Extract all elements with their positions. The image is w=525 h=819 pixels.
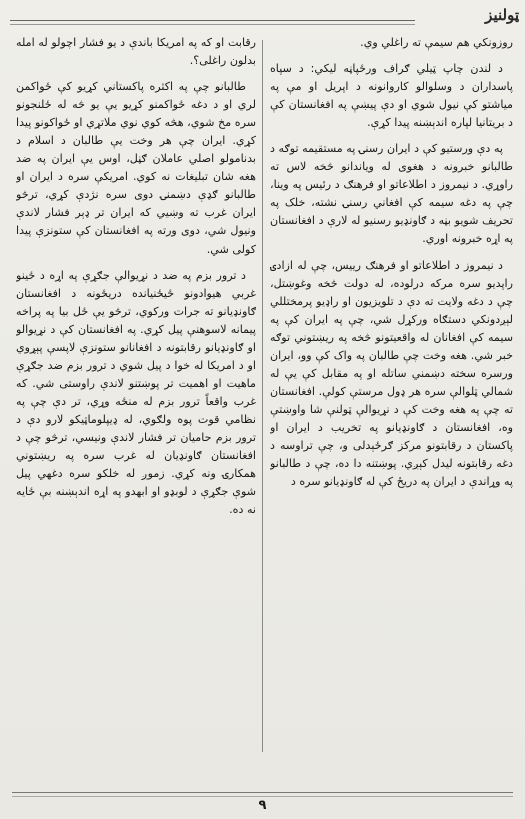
right-column: [270, 34, 513, 756]
header-rule: [10, 20, 415, 21]
paragraph: رقابت او که په امريکا باندې د يو فشار اچولو له امله بدلون راغلی؟.: [16, 36, 256, 68]
footer-rule-secondary: [12, 796, 513, 797]
section-title: ټولنيز: [485, 6, 519, 24]
paragraph: د نيمروز د اطلاعاتو او فرهنګ رييس، چې له ازادۍ راپديو سره مرکه درلوده، له دولت څخه وغوښتل، چې د دغه ولايت ته دې د تلويزيون او راډيو پرمختللي لېږدونکي دستګاه ورکړل شي، چې په ايران کې په سيمه کې افغانان له واقعيتونو څخه په ريښتوني توګه خبر شي. هغه وخت چې طالبان په واک کې وو، ايران ورسره سخته دښمني ساتله او په مقابل کې يې له شمالي ټلوالې سره هر ډول مرستې کولې. افغانستان ته چې په هغه وخت کې د نړيوالې ټولنې شا واوښتې وه، افغانستان د ګاونډيانو په تخريب د ايران او پاکستان د رقابتونو مرکز ګرځېدلی و، چې تراوسه د دغه رقابتونه ليدل کېږي. پوښتنه دا ده، چې د طالبانو په وړاندې د ايران په دريځ کې له ګاونډيانو سره د: [270, 258, 513, 489]
footer-rule: [12, 792, 513, 793]
page-number: ۹: [258, 798, 267, 813]
left-column: [16, 34, 256, 756]
column-divider: [262, 40, 263, 752]
paragraph: په دې ورستيو کې د ايران رسنۍ په مستقيمه توګه د طالبانو خبرونه د هغوی له وياندانو څخه لاس ته راوړي. د نيمروز د اطلاعاتو او فرهنګ د رئيس په وينا، چې په دغه سيمه کې افغاني رسنۍ نشته، خلک په تحريف شويو بڼه د ګاونډيو رسنيو له لارې د افغانستان په اړه خبرونه اوري.: [270, 142, 513, 246]
paragraph: د ترور بزم په ضد د نړيوالې جګړې په اړه د ځينو غربي هيوادونو ځيځنيانده دريځونه د افغانستان ګاونډيانو ته جرات ورکوي، ترڅو يې ځل بيا په پراخه پيمانه لاسوهنې پيل کړي. په افغانستان کې د نړيوالو او ګاونډيانو رقابتونه د افغانانو ستونزې لاپسې پېړوي او د امريکا له خوا د پيل شوي د ترور بزم ضد جګړې ماهيت او اهميت تر پوښتنو لاندې راوستی شي. که غرب واقعاً ترور بزم له منځه وړي، تر دې چې په نظامي قوت پوه ولګوي، له ډيپلوماټيکو لارو دې د ترور بزم حاميان تر فشار لاندې ونيسي، ترڅو چې د افغانستان ګاونډيان له غرب سره په ريښتوني همکارۍ ونه کړي. زموږ له خلکو سره دغهي پيل شوې جګړې د لوبډو او ابهدو په اړه اندېښنه بې ځايه نه ده.: [16, 268, 256, 517]
page-header: [0, 0, 525, 34]
paragraph: طالبانو چې په اکثره پاکستاني کړيو کې ځواکمن لري او د دغه ځواکمنو کړيو يې يو څه له ځلنجونو سره مخ شوي، هڅه کوي نوي ملاتړي او ځواکونو پيدا کړي. ايران چې هر وخت يې طالبان د اسلام د بدنامولو اصلي عاملان ګڼل، اوس يې ايران په ضد هغه شان تبليغات نه کوي. امريکې سره د ايران او طالبانو ګډې دښمنۍ دوی سره نژدې کړي، ترڅو ايران غرب ته وښيي که ايران تر ډېر فشار لاندې ونيول شي، دوی ورته په افغانستان کې ستونزې پيدا کولی شي.: [16, 80, 256, 256]
paragraph: روزونکي هم سيمې ته راغلي وي.: [360, 36, 513, 49]
paragraph: د لندن چاپ ټيلي ګراف ورځپاڼه ليکي: د سپاه پاسداران د وسلوالو کاروانونه د اپريل او مې په مياشتو کې نيول شوي او دې پيښې په افغانستان کې د بريتانيا لپاره اندېښنه پيدا کړې.: [270, 62, 513, 130]
header-rule-secondary: [10, 24, 415, 25]
